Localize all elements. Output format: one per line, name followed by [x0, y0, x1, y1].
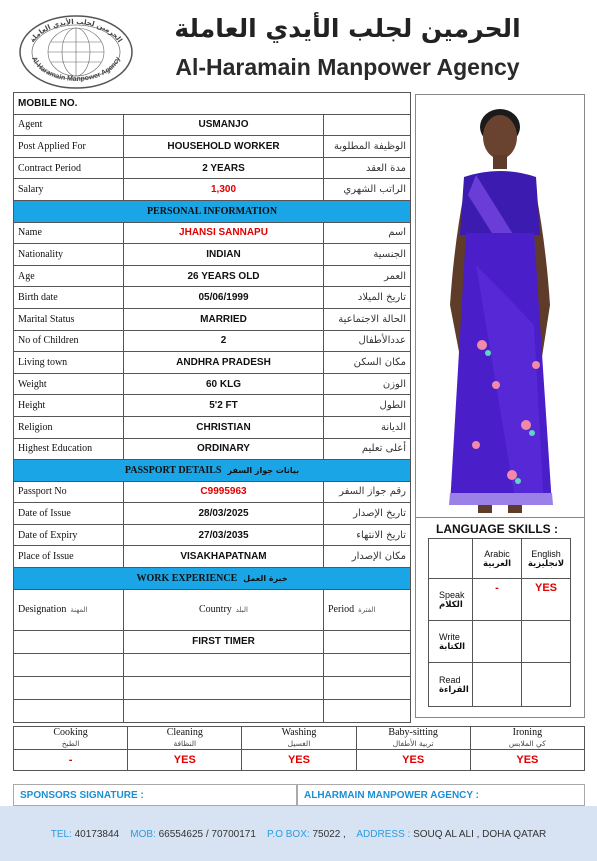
work-row [14, 630, 411, 653]
row-place-issue: Place of Issue VISAKHAPATNAM مكان الإصدار [14, 546, 411, 568]
row-weight: Weight 60 KLG الوزن [14, 373, 411, 395]
agency-english-name: Al-Haramain Manpower Agency [175, 54, 520, 80]
section-passport: PASSPORT DETAILS بيانات جواز السفر [14, 460, 411, 482]
agency-signature: ALHARMAIN MANPOWER AGENCY : [297, 784, 585, 806]
lang-col-english: English لانجليزية [522, 539, 571, 579]
row-agent: Agent USMANJO [14, 114, 411, 136]
skills-table [13, 726, 585, 771]
row-education: Highest Education ORDINARY أعلى تعليم [14, 438, 411, 460]
row-birthdate: Birth date 05/06/1999 تاريخ الميلاد [14, 287, 411, 309]
lang-row-read: Read القراءة [429, 663, 571, 707]
row-children: No of Children 2 عددالأطفال [14, 330, 411, 352]
row-expiry-date: Date of Expiry 27/03/2035 تاريخ الانتهاء [14, 524, 411, 546]
skill-ironing: Ironing كي الملابس [470, 727, 584, 750]
skill-cooking: Cooking الطبخ [14, 727, 128, 750]
section-work: WORK EXPERIENCE خبرة العمل [14, 568, 411, 590]
language-table [428, 538, 571, 707]
name-value: JHANSI SANNAPU [124, 222, 324, 244]
mobile-label: MOBILE NO. [14, 93, 411, 115]
skill-cleaning: Cleaning النظافة [128, 727, 242, 750]
row-issue-date: Date of Issue 28/03/2025 تاريخ الإصدار [14, 503, 411, 525]
logo-ring-text: Al-Haramain Manpower Agency [30, 55, 122, 83]
babysitting-value: YES [356, 750, 470, 771]
work-row [14, 676, 411, 699]
work-entry: FIRST TIMER [124, 630, 324, 653]
row-salary: Salary 1,300 الراتب الشهري [14, 179, 411, 201]
speak-english-value: YES [522, 579, 571, 621]
agency-arabic-name: الحرمين لجلب الأيدي العاملة [174, 14, 521, 43]
speak-arabic-value: - [473, 579, 522, 621]
language-skills-title: LANGUAGE SKILLS : [436, 522, 558, 536]
candidate-photo [415, 94, 585, 518]
row-marital: Marital Status MARRIED الحالة الاجتماعية [14, 308, 411, 330]
row-height: Height 5'2 FT الطول [14, 395, 411, 417]
row-age: Age 26 YEARS OLD العمر [14, 265, 411, 287]
row-nationality: Nationality INDIAN الجنسية [14, 244, 411, 266]
skill-washing: Washing الغسيل [242, 727, 356, 750]
sponsor-signature: SPONSORS SIGNATURE : [13, 784, 297, 806]
skill-babysitting: Baby-sitting تربية الأطفال [356, 727, 470, 750]
work-row [14, 653, 411, 676]
ironing-value: YES [470, 750, 584, 771]
footer-contact: TEL: 40173844 MOB: 66554625 / 70700171 P.O BOX: 75022 , ADDRESS : SOUQ AL ALI , DOHA QATAR [50, 829, 547, 840]
contract-value: 2 YEARS [124, 157, 324, 179]
passport-number: C9995963 [124, 481, 324, 503]
row-town: Living town ANDHRA PRADESH مكان السكن [14, 352, 411, 374]
washing-value: YES [242, 750, 356, 771]
lang-row-write: Write الكتابة [429, 621, 571, 663]
row-passport-no: Passport No C9995963 رقم جواز السفر [14, 481, 411, 503]
work-header-row: Designation المهنة Country البلد Period الفترة [14, 589, 411, 630]
cv-table [13, 92, 411, 723]
row-contract: Contract Period 2 YEARS مدة العقد [14, 157, 411, 179]
section-personal: PERSONAL INFORMATION [14, 200, 411, 222]
row-post: Post Applied For HOUSEHOLD WORKER الوظيفة المطلوبة [14, 136, 411, 158]
agent-value: USMANJO [124, 114, 324, 136]
cooking-value: - [14, 750, 128, 771]
post-value: HOUSEHOLD WORKER [124, 136, 324, 158]
salary-value: 1,300 [124, 179, 324, 201]
row-name: Name JHANSI SANNAPU اسم [14, 222, 411, 244]
lang-row-speak: Speak الكلام - YES [429, 579, 571, 621]
agency-logo [18, 14, 134, 90]
row-religion: Religion CHRISTIAN الديانة [14, 416, 411, 438]
logo-arabic-text: الحرمين لجلب الأيدي العاملة [28, 17, 124, 45]
cleaning-value: YES [128, 750, 242, 771]
lang-col-arabic: Arabic العربية [473, 539, 522, 579]
work-row [14, 699, 411, 722]
